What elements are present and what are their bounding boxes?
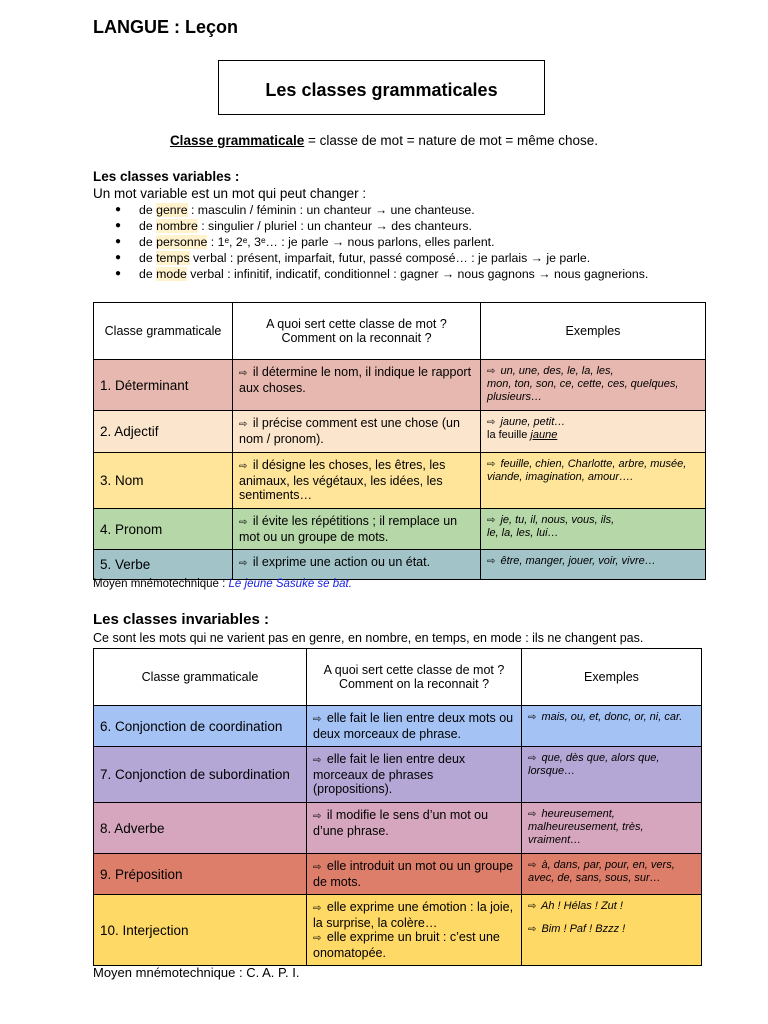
arrow-icon: ⇨ bbox=[528, 924, 537, 935]
usage-text: il précise comment est une chose (un nom / pronom). bbox=[239, 416, 460, 446]
table-row bbox=[94, 803, 702, 854]
examples-text-2: le, la, les, lui… bbox=[487, 527, 559, 539]
header-usage-line1: A quoi sert cette classe de mot ? bbox=[323, 663, 505, 677]
lesson-title: Les classes grammaticales bbox=[265, 80, 498, 100]
usage-cell bbox=[307, 706, 522, 747]
examples-underlined-word: jaune bbox=[530, 429, 558, 441]
examples-cell bbox=[481, 360, 706, 411]
arrow-icon: ⇨ bbox=[239, 517, 248, 528]
arrow-icon: ⇨ bbox=[528, 753, 537, 764]
class-name-cell: 5. Verbe bbox=[94, 550, 233, 580]
table-row bbox=[94, 360, 706, 411]
examples-text: que, dès que, alors que, lorsque… bbox=[528, 752, 660, 777]
examples-cell bbox=[481, 411, 706, 453]
arrow-icon: ⇨ bbox=[313, 714, 322, 725]
class-name-cell: 7. Conjonction de subordination bbox=[94, 747, 307, 803]
usage-text: elle exprime une émotion : la joie, la surprise, la colère… bbox=[313, 900, 514, 930]
definition-line bbox=[0, 133, 768, 148]
header-usage-line2: Comment on la reconnait ? bbox=[281, 331, 432, 345]
invariables-mnemonic: Moyen mnémotechnique : C. A. P. I. bbox=[93, 965, 300, 980]
mnemonic-label: Moyen mnémotechnique : bbox=[93, 578, 229, 590]
header-cell-usage bbox=[233, 303, 481, 360]
examples-text: un, une, des, le, la, les, bbox=[500, 365, 614, 377]
usage-text: il exprime une action ou un état. bbox=[252, 555, 431, 569]
bullet-item-nombre bbox=[93, 218, 648, 234]
arrow-icon: ⇨ bbox=[487, 459, 496, 470]
examples-text: je, tu, il, nous, vous, ils, bbox=[500, 514, 615, 526]
bullet-prefix: de bbox=[139, 251, 157, 265]
bullet-text: : masculin / féminin : un chanteur → une chanteuse. bbox=[187, 203, 475, 217]
definition-text: = classe de mot = nature de mot = même chose. bbox=[304, 133, 599, 148]
bullet-dot-icon: ● bbox=[115, 220, 122, 231]
bullet-keyword: mode bbox=[156, 267, 187, 281]
bullet-text: : 1ᵉ, 2ᵉ, 3ᵉ… : je parle → nous parlons, elles parlent. bbox=[207, 235, 495, 249]
examples-text: heureusement, malheureusement, très, vraiment… bbox=[528, 808, 644, 846]
usage-text: il modifie le sens d’un mot ou d’une phrase. bbox=[313, 808, 489, 838]
variables-table bbox=[93, 302, 706, 580]
arrow-icon: ⇨ bbox=[313, 862, 322, 873]
usage-cell bbox=[233, 360, 481, 411]
bullet-keyword: genre bbox=[156, 203, 188, 217]
usage-text: il détermine le nom, il indique le rapport aux choses. bbox=[239, 365, 472, 395]
usage-cell bbox=[233, 453, 481, 509]
header-cell-examples: Exemples bbox=[481, 303, 706, 360]
arrow-icon: ⇨ bbox=[239, 461, 248, 472]
examples-text-2: la feuille bbox=[487, 429, 531, 441]
class-name-cell: 6. Conjonction de coordination bbox=[94, 706, 307, 747]
bullet-keyword: nombre bbox=[156, 219, 198, 233]
table-row bbox=[94, 411, 706, 453]
examples-text: Ah ! Hélas ! Zut ! bbox=[541, 900, 623, 912]
page-header-title: LANGUE : Leçon bbox=[93, 17, 239, 37]
bullet-item-genre bbox=[93, 202, 648, 218]
examples-cell bbox=[522, 803, 702, 854]
usage-cell bbox=[307, 854, 522, 895]
examples-cell bbox=[522, 895, 702, 966]
table-row bbox=[94, 895, 702, 966]
usage-cell bbox=[307, 803, 522, 854]
bullet-prefix: de bbox=[139, 267, 157, 281]
arrow-icon: ⇨ bbox=[313, 755, 322, 766]
class-name-cell: 4. Pronom bbox=[94, 509, 233, 550]
usage-text: il évite les répétitions ; il remplace un mot ou un groupe de mots. bbox=[239, 514, 458, 544]
variables-mnemonic bbox=[93, 578, 352, 590]
class-name-cell: 1. Déterminant bbox=[94, 360, 233, 411]
examples-text: mais, ou, et, donc, or, ni, car. bbox=[541, 711, 683, 723]
examples-text-2: mon, ton, son, ce, cette, ces, quelques, plusieurs… bbox=[487, 378, 679, 403]
usage-text-2: elle exprime un bruit : c’est une onomatopée. bbox=[313, 930, 500, 960]
header-cell-usage bbox=[307, 649, 522, 706]
examples-cell bbox=[481, 509, 706, 550]
examples-cell bbox=[522, 706, 702, 747]
examples-cell bbox=[522, 747, 702, 803]
table-row bbox=[94, 706, 702, 747]
examples-cell bbox=[481, 453, 706, 509]
table-row bbox=[94, 747, 702, 803]
bullet-dot-icon: ● bbox=[115, 252, 122, 263]
usage-text: elle fait le lien entre deux morceaux de phrases (propositions). bbox=[313, 752, 466, 796]
examples-text: feuille, chien, Charlotte, arbre, musée, viande, imagination, amour…. bbox=[487, 458, 687, 483]
class-name-cell: 3. Nom bbox=[94, 453, 233, 509]
arrow-icon: ⇨ bbox=[239, 419, 248, 430]
arrow-icon: ⇨ bbox=[487, 366, 496, 377]
table-row bbox=[94, 854, 702, 895]
class-name-cell: 9. Préposition bbox=[94, 854, 307, 895]
table-header-row bbox=[94, 649, 702, 706]
arrow-icon: ⇨ bbox=[528, 860, 537, 871]
arrow-icon: ⇨ bbox=[487, 556, 496, 567]
arrow-icon: ⇨ bbox=[313, 933, 322, 944]
arrow-icon: ⇨ bbox=[313, 811, 322, 822]
definition-term: Classe grammaticale bbox=[169, 133, 305, 148]
arrow-icon: ⇨ bbox=[313, 903, 322, 914]
bullet-keyword: personne bbox=[156, 235, 208, 249]
table-row bbox=[94, 453, 706, 509]
usage-cell bbox=[307, 747, 522, 803]
arrow-icon: ⇨ bbox=[487, 417, 496, 428]
bullet-dot-icon: ● bbox=[115, 268, 122, 279]
examples-cell bbox=[481, 550, 706, 580]
class-name-cell: 8. Adverbe bbox=[94, 803, 307, 854]
arrow-icon: ⇨ bbox=[528, 712, 537, 723]
bullet-item-temps bbox=[93, 250, 648, 266]
bullet-prefix: de bbox=[139, 219, 157, 233]
examples-text: être, manger, jouer, voir, vivre… bbox=[500, 555, 656, 567]
table-header-row bbox=[94, 303, 706, 360]
invariables-table bbox=[93, 648, 702, 966]
bullet-item-personne bbox=[93, 234, 648, 250]
invariables-heading: Les classes invariables : bbox=[93, 611, 269, 628]
examples-text: jaune, petit… bbox=[500, 416, 566, 428]
header-usage-line1: A quoi sert cette classe de mot ? bbox=[266, 317, 447, 331]
class-name-cell: 2. Adjectif bbox=[94, 411, 233, 453]
class-name-cell: 10. Interjection bbox=[94, 895, 307, 966]
examples-text-2: Bim ! Paf ! Bzzz ! bbox=[541, 923, 626, 935]
usage-text: elle fait le lien entre deux mots ou deux morceaux de phrase. bbox=[313, 711, 514, 741]
bullet-item-mode bbox=[93, 266, 648, 282]
variables-intro: Un mot variable est un mot qui peut changer : bbox=[93, 186, 367, 201]
arrow-icon: ⇨ bbox=[487, 515, 496, 526]
header-cell-class: Classe grammaticale bbox=[94, 303, 233, 360]
bullet-dot-icon: ● bbox=[115, 204, 122, 215]
bullet-prefix: de bbox=[139, 203, 157, 217]
examples-text: à, dans, par, pour, en, vers, avec, de, sans, sous, sur… bbox=[528, 859, 675, 884]
bullet-text: : singulier / pluriel : un chanteur → des chanteurs. bbox=[197, 219, 472, 233]
mnemonic-phrase: Le jeune Sasuke se bat. bbox=[228, 578, 352, 590]
variables-heading: Les classes variables : bbox=[93, 169, 240, 184]
arrow-icon: ⇨ bbox=[528, 809, 537, 820]
usage-cell bbox=[307, 895, 522, 966]
examples-cell bbox=[522, 854, 702, 895]
table-row bbox=[94, 550, 706, 580]
variables-bullet-list bbox=[93, 202, 648, 282]
bullet-text: verbal : infinitif, indicatif, conditionnel : gagner → nous gagnons → nous gagnerions. bbox=[186, 267, 649, 281]
usage-cell bbox=[233, 550, 481, 580]
arrow-icon: ⇨ bbox=[239, 368, 248, 379]
usage-cell bbox=[233, 509, 481, 550]
arrow-icon: ⇨ bbox=[239, 558, 248, 569]
bullet-prefix: de bbox=[139, 235, 157, 249]
usage-cell bbox=[233, 411, 481, 453]
usage-text: il désigne les choses, les êtres, les animaux, les végétaux, les idées, les sentiments… bbox=[239, 458, 446, 502]
header-cell-class: Classe grammaticale bbox=[94, 649, 307, 706]
usage-text: elle introduit un mot ou un groupe de mots. bbox=[313, 859, 514, 889]
table-row bbox=[94, 509, 706, 550]
header-cell-examples: Exemples bbox=[522, 649, 702, 706]
bullet-dot-icon: ● bbox=[115, 236, 122, 247]
bullet-text: verbal : présent, imparfait, futur, passé composé… : je parlais → je parle. bbox=[189, 251, 591, 265]
header-usage-line2: Comment on la reconnait ? bbox=[338, 677, 490, 691]
arrow-icon: ⇨ bbox=[528, 901, 537, 912]
invariables-intro: Ce sont les mots qui ne varient pas en genre, en nombre, en temps, en mode : ils ne changent pas. bbox=[93, 631, 644, 645]
lesson-title-box bbox=[218, 60, 545, 115]
bullet-keyword: temps bbox=[156, 251, 190, 265]
